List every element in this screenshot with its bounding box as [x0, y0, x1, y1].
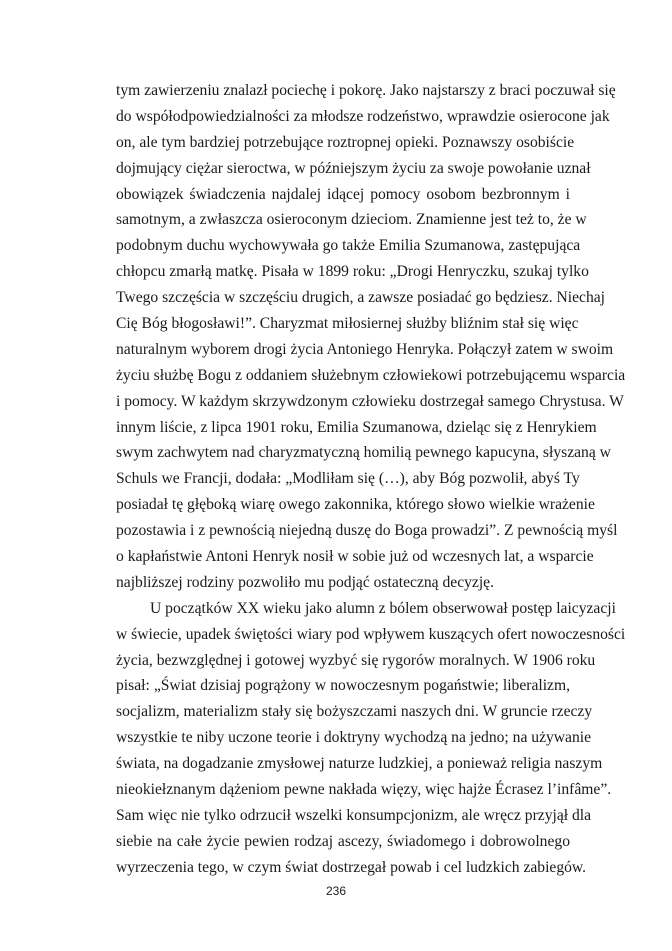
text-line: chłopcu zmarłą matkę. Pisała w 1899 roku: „Drogi Henryczku, szukaj tylko: [116, 263, 589, 281]
text-line: samotnym, a zwłaszcza osieroconym dzieciom. Znamienne jest też to, że w: [116, 211, 587, 229]
text-line: Cię Bóg błogosławi!”. Charyzmat miłosiernej służby bliźnim stał się więc: [116, 315, 579, 333]
text-line: świata, na dogadzanie zmysłowej naturze ludzkiej, a ponieważ religia naszym: [116, 755, 603, 773]
text-line: i pomocy. W każdym skrzywdzonym człowieku dostrzegał samego Chrystusa. W: [116, 392, 624, 410]
text-line: socjalizm, materializm stały się bożyszczami naszych dni. W gruncie rzeczy: [116, 703, 593, 721]
text-line: podobnym duchu wychowywała go także Emilia Szumanowa, zastępująca: [116, 237, 581, 255]
text-line: Schuls we Francji, dodała: „Modliłam się (…), aby Bóg pozwolił, abyś Ty: [116, 470, 580, 488]
text-line: pozostawia i z pewnością niejedną duszę do Boga prowadzi”. Z pewnością myśl: [116, 522, 618, 540]
text-line: wyrzeczenia tego, w czym świat dostrzegał powab i cel ludzkich zabiegów.: [116, 858, 587, 876]
body-text: [116, 78, 626, 881]
text-line: najbliższej rodziny pozwoliło mu podjąć ostateczną decyzję.: [116, 573, 495, 591]
text-line: tym zawierzeniu znalazł pociechę i pokorę. Jako najstarszy z braci poczuwał się: [116, 82, 616, 99]
text-line: siebie na całe życie pewien rodzaj ascezy, świadomego i dobrowolnego: [116, 832, 570, 850]
text-line: o kapłaństwie Antoni Henryk nosił w sobie już od wczesnych lat, a wsparcie: [116, 548, 594, 566]
text-line: posiadał tę głęboką wiarę owego zakonnika, którego słowo wielkie wrażenie: [116, 496, 595, 514]
text-line: Sam więc nie tylko odrzucił wszelki konsumpcjonizm, ale wręcz przyjął dla: [116, 806, 592, 824]
text-line: swym zachwytem nad charyzmatyczną homilią pewnego kapucyna, słyszaną w: [116, 444, 611, 462]
text-line: on, ale tym bardziej potrzebujące roztropnej opieki. Poznawszy osobiście: [116, 133, 575, 151]
text-line: wszystkie te niby uczone teorie i doktryny wychodzą na jedno; na używanie: [116, 729, 592, 747]
text-line: nieokiełznanym dążeniom pewne nakłada więzy, więc hajże Écrasez l’infâme”.: [116, 781, 612, 799]
paragraph-1: [116, 78, 626, 596]
text-line: życiu służbę Bogu z oddaniem służebnym człowiekowi potrzebującemu wsparcia: [116, 366, 626, 384]
text-line: dojmujący ciężar sieroctwa, w późniejszym życiu za swoje powołanie uznał: [116, 159, 591, 177]
text-line: Twego szczęścia w szczęściu drugich, a zawsze posiadać go będziesz. Niechaj: [116, 289, 606, 307]
text-line: życia, bezwzględnej i gotowej wyzbyć się rygorów moralnych. W 1906 roku: [116, 651, 596, 669]
text-line: naturalnym wyborem drogi życia Antoniego Henryka. Połączył zatem w swoim: [116, 340, 614, 358]
text-line: w świecie, upadek świętości wiary pod wpływem kuszących ofert nowoczesności: [116, 625, 626, 643]
paragraph-2: [116, 596, 626, 881]
text-line: U początków XX wieku jako alumn z bólem obserwował postęp laicyzacji: [150, 599, 616, 617]
text-line: innym liście, z lipca 1901 roku, Emilia Szumanowa, dzieląc się z Henrykiem: [116, 418, 597, 436]
text-line: obowiązek świadczenia najdalej idącej pomocy osobom bezbronnym i: [116, 185, 570, 203]
text-line: pisał: „Świat dzisiaj pogrążony w nowoczesnym pogaństwie; liberalizm,: [116, 677, 570, 695]
page-number: 236: [325, 884, 347, 898]
text-line: do współodpowiedzialności za młodsze rodzeństwo, wprawdzie osierocone jak: [116, 107, 610, 125]
